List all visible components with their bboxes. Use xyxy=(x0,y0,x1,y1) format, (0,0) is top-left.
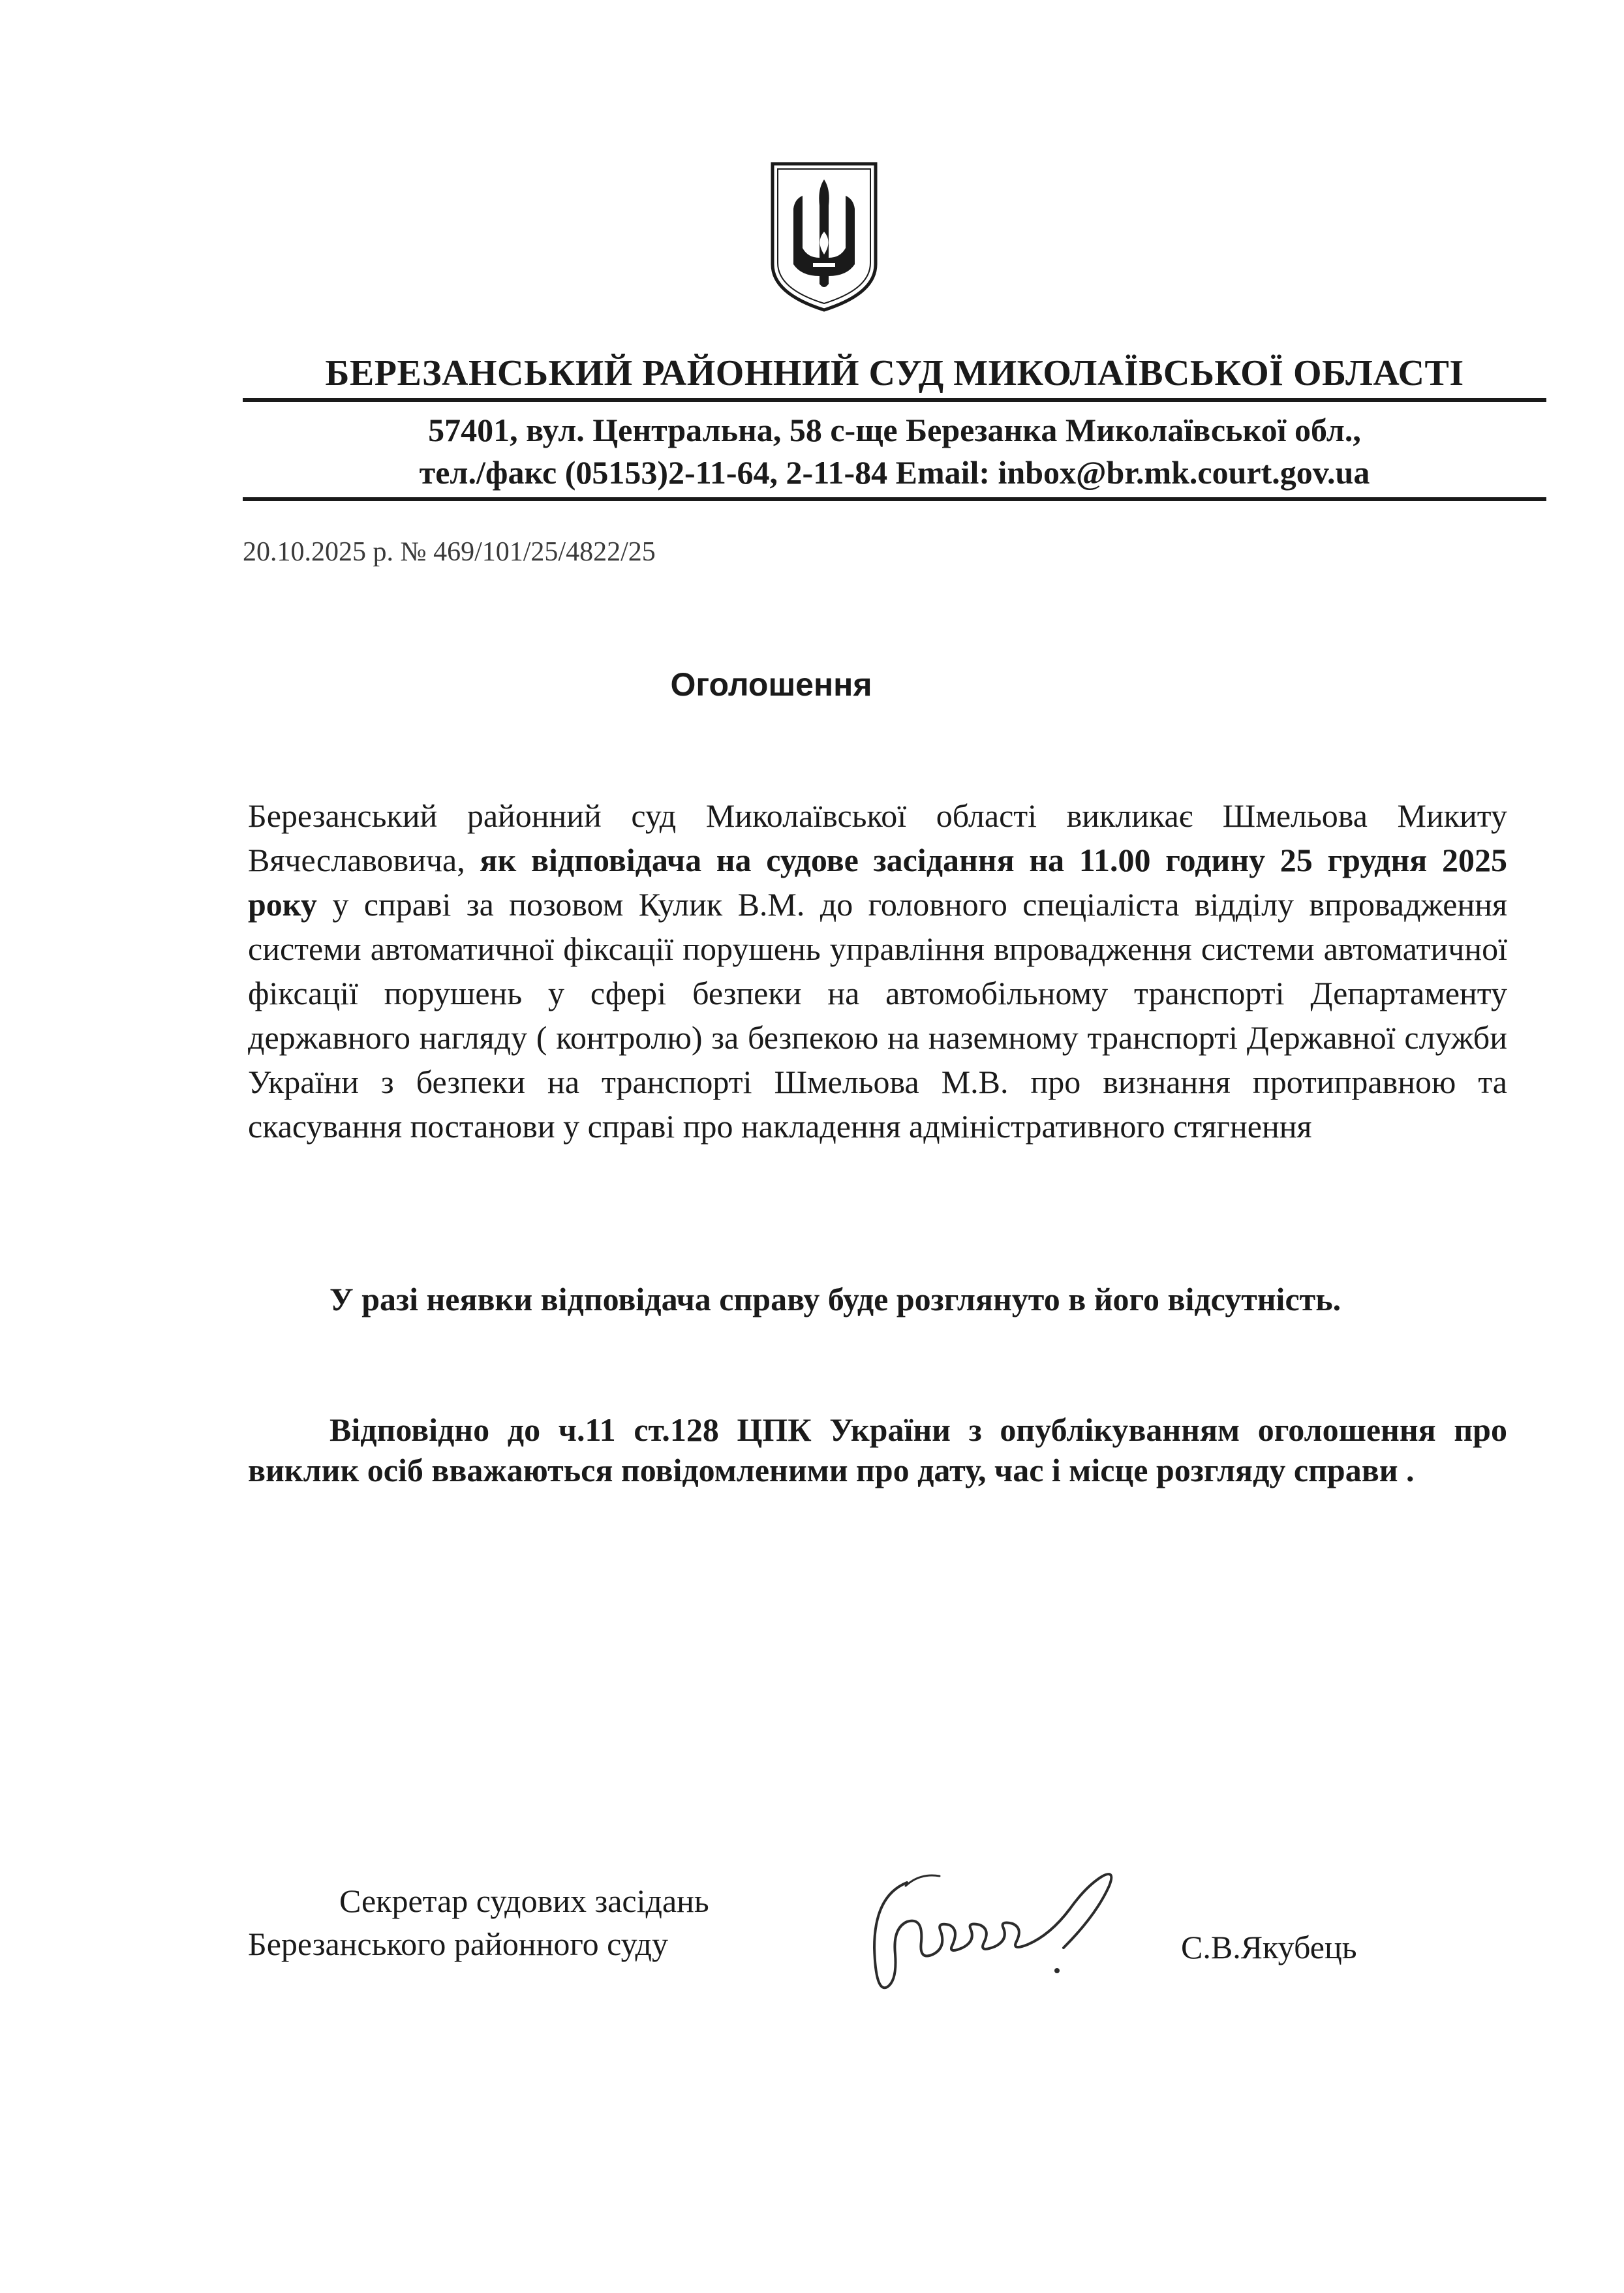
header-divider-bottom xyxy=(243,497,1546,501)
signatory-role-line1: Секретар судових засідань xyxy=(339,1883,709,1919)
summons-paragraph xyxy=(248,793,1507,1148)
court-address: 57401, вул. Центральна, 58 с-ще Березанка Миколаївської обл., xyxy=(428,412,1361,448)
signatory-role xyxy=(248,1879,709,1965)
signer-name: С.В.Якубець xyxy=(1181,1929,1357,1965)
summons-text-intro: Березанський районний суд Миколаївської області викликає Шмельова Микиту Вячеславовича, xyxy=(248,797,1507,878)
absence-notice-paragraph: У разі неявки відповідача справу буде розглянуто в його відсутність. xyxy=(329,1281,1341,1317)
document-heading: Оголошення xyxy=(670,666,872,703)
summons-case-details: у справі за позовом Кулик В.М. до головного спеціаліста відділу впровадження системи автоматичної фіксації порушень управління впровадження системи автоматичної фіксації порушень у сфері безпеки на автомобільному транспорті Департаменту державного нагляду ( контролю) за безпекою на наземному транспорті Державної служби України з безпеки на транспорті Шмельова М.В. про визнання протиправною та скасування постанови у справі про накладення адміністративного стягнення xyxy=(248,886,1507,1145)
header-divider-top xyxy=(243,398,1546,402)
summons-hearing-details: як відповідача на судове засідання на 11.00 годину 25 грудня 2025 року xyxy=(248,842,1507,923)
legal-basis-paragraph: Відповідно до ч.11 ст.128 ЦПК України з опублікуванням оголошення про виклик осіб вважаються повідомленими про дату, час і місце розгляду справи . xyxy=(248,1411,1507,1488)
coat-of-arms-icon xyxy=(769,160,880,313)
court-name: БЕРЕЗАНСЬКИЙ РАЙОННИЙ СУД МИКОЛАЇВСЬКОЇ ОБЛАСТІ xyxy=(325,353,1464,393)
signatory-role-line2: Березанського районного суду xyxy=(248,1926,668,1962)
document-reference: 20.10.2025 р. № 469/101/25/4822/25 xyxy=(243,537,656,567)
court-contacts: тел./факс (05153)2-11-64, 2-11-84 Email: inbox@br.mk.court.gov.ua xyxy=(419,454,1370,491)
handwritten-signature xyxy=(861,1856,1135,2007)
